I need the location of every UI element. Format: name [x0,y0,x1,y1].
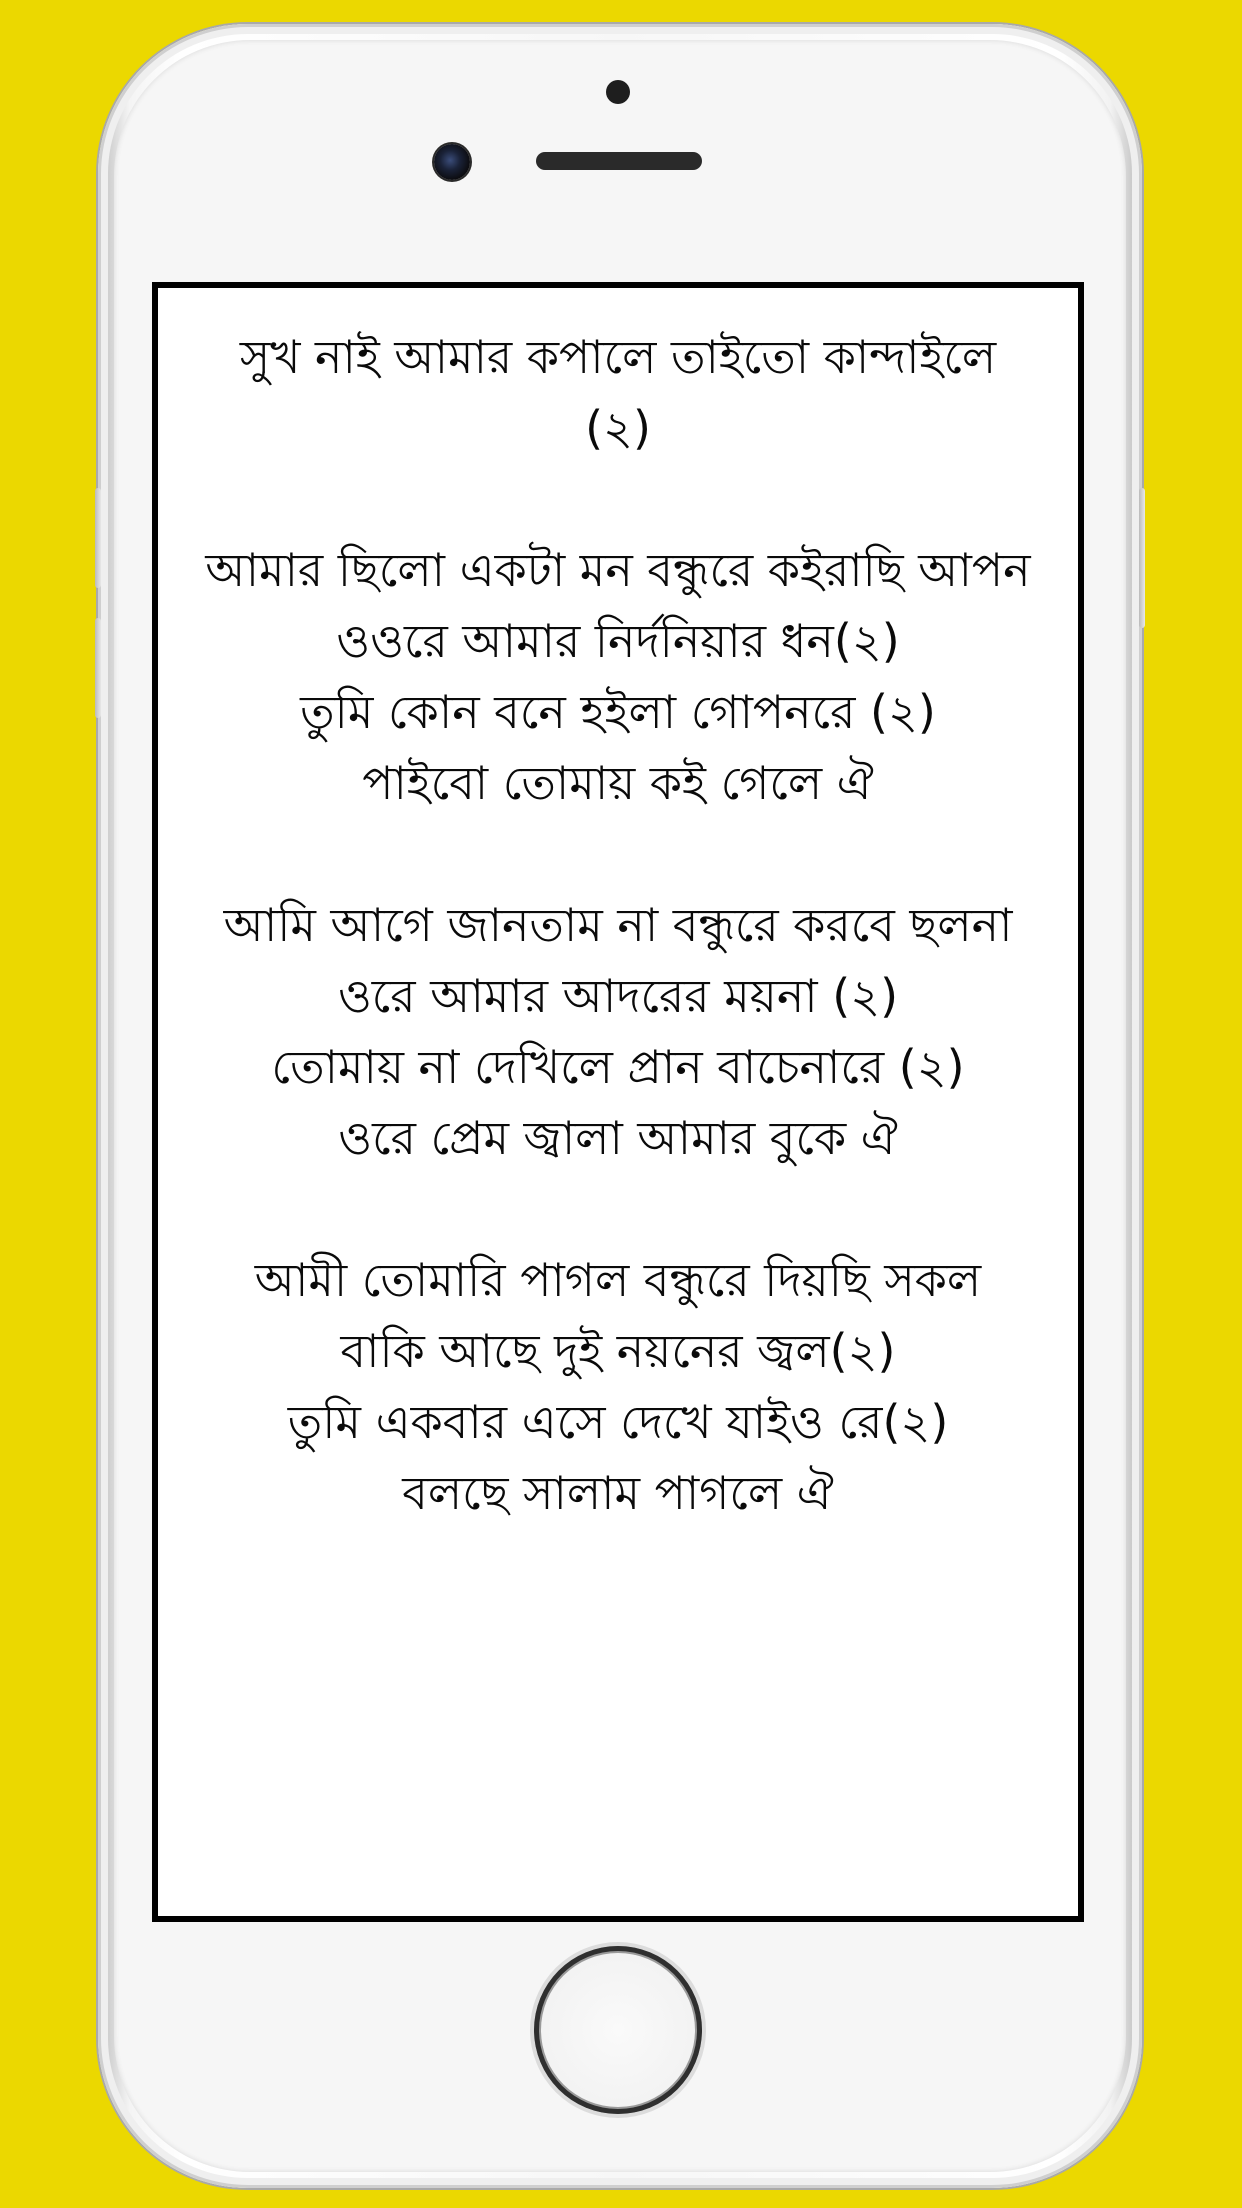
lyric-line: আমি আগে জানতাম না বন্ধুরে করবে ছলনা [223,898,1013,952]
volume-down-button [95,618,101,718]
volume-up-button [95,488,101,588]
lyric-line: তুমি কোন বনে হইলা গোপনরে (২) [300,685,936,739]
home-button[interactable] [534,1946,702,2114]
lyric-line: (২) [585,401,651,455]
lyric-line: ওরে আমার আদরের ময়না (২) [337,969,899,1023]
front-camera-icon [434,144,470,180]
lyric-line: তোমায় না দেখিলে প্রান বাচেনারে (২) [271,1040,965,1094]
power-button [1139,488,1145,628]
phone-screen [152,282,1084,1922]
stanza-divider [158,464,1078,535]
lyric-line: বাকি আছে দুই নয়নের জ্বল(২) [340,1324,896,1378]
lyric-line: আমী তোমারি পাগল বন্ধুরে দিয়ছি সকল [254,1253,982,1307]
lyrics-text [158,322,1078,1529]
lyric-line: বলছে সালাম পাগলে ঐ [402,1466,834,1520]
lyric-line: পাইবো তোমায় কই গেলে ঐ [362,756,874,810]
stanza-divider [158,1174,1078,1245]
stanza-divider [158,819,1078,890]
proximity-sensor-icon [606,80,630,104]
lyric-line: সুখ নাই আমার কপালে তাইতো কান্দাইলে [239,330,997,384]
earpiece-speaker-icon [536,152,702,170]
lyric-line: ওওরে আমার নির্দনিয়ার ধন(২) [336,614,900,668]
lyric-line: তুমি একবার এসে দেখে যাইও রে(২) [287,1395,949,1449]
lyric-line: আমার ছিলো একটা মন বন্ধুরে কইরাছি আপন [205,543,1031,597]
lyric-line: ওরে প্রেম জ্বালা আমার বুকে ঐ [338,1111,898,1165]
